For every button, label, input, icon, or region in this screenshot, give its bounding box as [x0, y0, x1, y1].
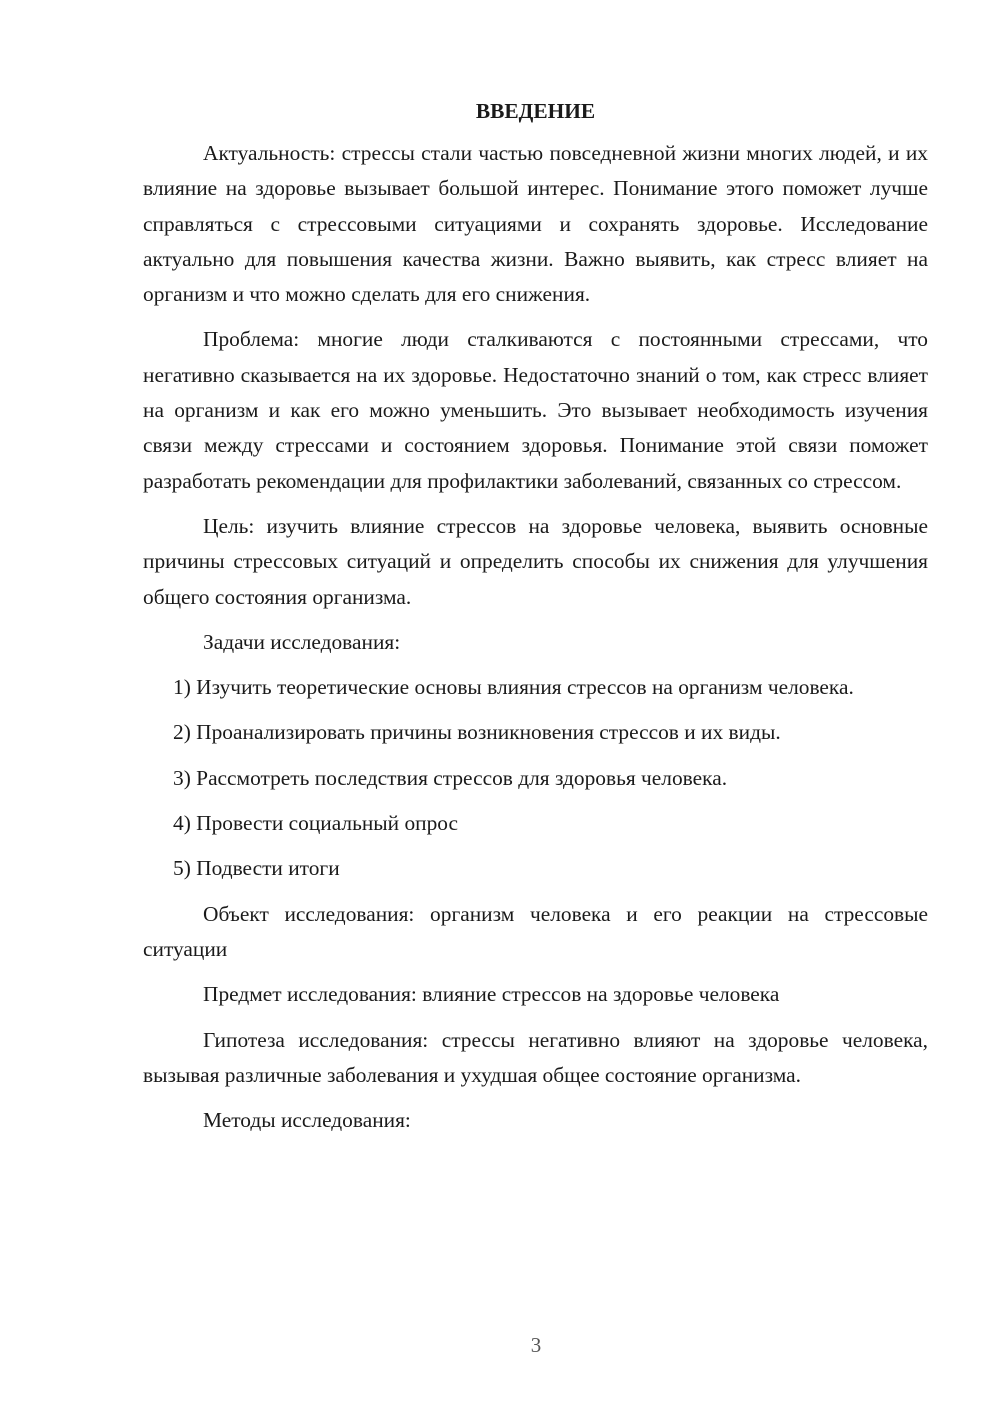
paragraph-goal: Цель: изучить влияние стрессов на здоровье человека, выявить основные причины стрессовых ситуаций и определить способы их снижения для улучшения общего состояния организма.	[143, 513, 928, 609]
methods-heading: Методы исследования:	[203, 1108, 411, 1133]
paragraph-object: Объект исследования: организм человека и его реакции на стрессовые ситуации	[143, 901, 928, 961]
task-item-3: 3) Рассмотреть последствия стрессов для здоровья человека.	[173, 765, 728, 790]
document-page	[143, 96, 928, 1148]
page-number: 3	[530, 1333, 542, 1357]
task-item-5: 5) Подвести итоги	[173, 856, 340, 881]
task-item-1: 1) Изучить теоретические основы влияния стрессов на организм человека.	[173, 675, 854, 700]
tasks-heading: Задачи исследования:	[203, 629, 401, 654]
task-item-2: 2) Проанализировать причины возникновения стрессов и их виды.	[173, 720, 781, 745]
paragraph-subject: Предмет исследования: влияние стрессов на здоровье человека	[203, 982, 780, 1007]
paragraph-problem: Проблема: многие люди сталкиваются с постоянными стрессами, что негативно сказывается на их здоровье. Недостаточно знаний о том, как стресс влияет на организм и как его можно уменьшить. Это вызывает необходимость изучения связи между стрессами и состоянием здоровья. Понимание этой связи поможет разработать рекомендации для профилактики заболеваний, связанных со стрессом.	[143, 327, 928, 493]
paragraph-hypothesis: Гипотеза исследования: стрессы негативно влияют на здоровье человека, вызывая различные заболевания и ухудшая общее состояние организма.	[143, 1027, 928, 1087]
paragraph-relevance: Актуальность: стрессы стали частью повседневной жизни многих людей, и их влияние на здоровье вызывает большой интерес. Понимание этого поможет лучше справляться с стрессовыми ситуациями и сохранять здоровье. Исследование актуально для повышения качества жизни. Важно выявить, как стресс влияет на организм и что можно сделать для его снижения.	[143, 141, 928, 307]
section-title: ВВЕДЕНИЕ	[475, 99, 596, 123]
task-item-4: 4) Провести социальный опрос	[173, 811, 459, 836]
